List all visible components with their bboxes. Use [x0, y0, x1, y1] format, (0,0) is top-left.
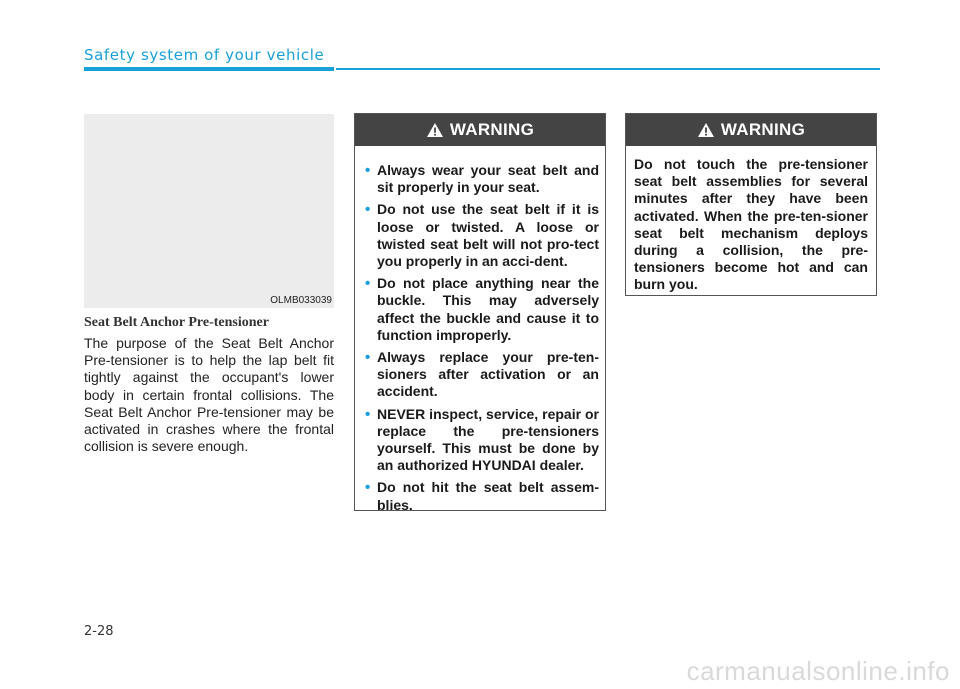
warning-triangle-icon	[697, 122, 715, 138]
section-body-text: The purpose of the Seat Belt Anchor Pre-tensioner is to help the lap belt fit tightly against the occupant's lower body in certain frontal collisions. The Seat Belt Anchor Pre-tensioner may be activated in crashes where the frontal collision is severe enough.	[84, 335, 334, 455]
warning-item: • Always replace your pre-ten-sioners after activation or an accident.	[365, 349, 599, 400]
bullet-icon: •	[365, 349, 371, 367]
bullet-icon: •	[365, 275, 371, 293]
warning-item: • Do not use the seat belt if it is loose or twisted. A loose or twisted seat belt will not pro-tect you properly in an acci-dent.	[365, 201, 599, 270]
warning-box-2	[625, 113, 877, 296]
warning-item: • Do not place anything near the buckle. This may adversely affect the buckle and cause it to function improperly.	[365, 275, 599, 343]
header-rule-thick	[84, 67, 334, 71]
warning-item: • Do not hit the seat belt assem-blies.	[365, 479, 599, 513]
section-header-title: Safety system of your vehicle	[84, 46, 325, 64]
warning-header-1	[355, 114, 605, 146]
bullet-icon: •	[365, 479, 371, 497]
section-heading: Seat Belt Anchor Pre-tensioner	[84, 315, 269, 330]
bullet-icon: •	[365, 405, 371, 423]
warning-header-2	[626, 114, 876, 146]
warning-text-2: Do not touch the pre-tensioner seat belt assemblies for several minutes after they have been activated. When the pre-ten-sioner seat belt mechanism deploys during a collision, the pre-tensioners become hot and can burn you.	[634, 156, 868, 293]
warning-triangle-icon	[426, 122, 444, 138]
bullet-icon: •	[365, 162, 371, 179]
illustration-figure	[84, 114, 334, 308]
bullet-icon: •	[365, 201, 371, 219]
warning-list-1	[355, 146, 605, 529]
warning-title-2: WARNING	[720, 120, 806, 139]
warning-item: • Always wear your seat belt and sit properly in your seat.	[365, 162, 599, 196]
warning-box-1	[354, 113, 606, 511]
warning-item: • NEVER inspect, service, repair or replace the pre-tensioners yourself. This must be done by an authorized HYUNDAI dealer.	[365, 405, 599, 474]
header-rule-thin	[336, 68, 880, 70]
figure-code: OLMB033039	[270, 295, 332, 306]
watermark: carmanualsonline.info	[686, 656, 950, 686]
page-number: 2-28	[84, 624, 114, 639]
warning-title-1: WARNING	[449, 120, 535, 139]
